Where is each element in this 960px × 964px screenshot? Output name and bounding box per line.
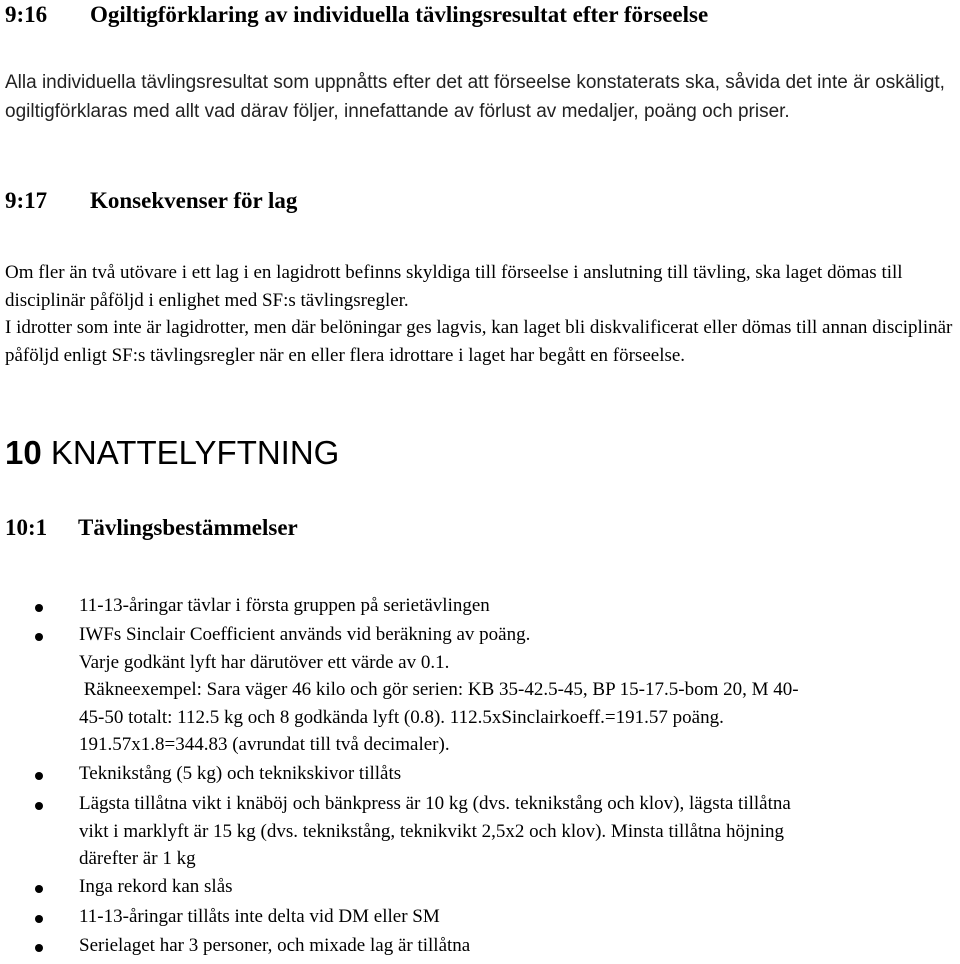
section-body-9-17-paragraph-2: I idrotter som inte är lagidrotter, men där belöningar ges lagvis, kan laget bli diskvalificerat eller dömas till annan disciplinär påföljd enligt SF:s tävlingsregler när en eller flera idrottare i laget har begått en förseelse. — [5, 317, 953, 366]
section-heading-9-17 — [5, 188, 297, 214]
section-title: Tävlingsbestämmelser — [78, 515, 298, 540]
section-heading-10-1 — [5, 515, 298, 541]
section-number: 10:1 — [5, 515, 48, 540]
section-body-9-16: Alla individuella tävlingsresultat som uppnåtts efter det att förseelse konstaterats ska, såvida det inte är oskäligt, ogiltigförklaras med allt vad därav följer, innefattande av förlust av medaljer, poäng och priser. — [5, 72, 945, 122]
bullet-icon — [35, 802, 43, 810]
bullet-icon — [35, 915, 43, 923]
chapter-heading — [5, 434, 339, 472]
bullet-icon — [35, 944, 43, 952]
bullet-icon — [35, 885, 43, 893]
chapter-title: KNATTELYFTNING — [50, 434, 340, 471]
section-title: Ogiltigförklaring av individuella tävlingsresultat efter förseelse — [90, 2, 709, 27]
bullet-icon — [35, 604, 43, 612]
chapter-number: 10 — [5, 434, 42, 471]
section-body-9-17-paragraph-1: Om fler än två utövare i ett lag i en lagidrott befinns skyldiga till förseelse i anslutning till tävling, ska laget dömas till disciplinär påföljd i enlighet med SF:s tävlingsregler. — [5, 262, 903, 311]
section-heading-9-16 — [5, 2, 708, 28]
bullet-icon — [35, 772, 43, 780]
document-page: 9:16 Ogiltigförklaring av individuella tävlingsresultat efter förseelse Alla individuella tävlingsresultat som uppnåtts efter det att förseelse konstaterats ska, såvida det inte är oskäligt, ogiltigförklaras med allt vad därav följer, innefattande av förlust av medaljer, poäng och priser. 9:17 Konsekvenser för lag Om fler än två utövare i ett lag i en lagidrott befinns skyldiga till förseelse i anslutning till tävling, ska laget dömas till disciplinär påföljd i enlighet med SF:s tävlingsregler. I idrotter som inte är lagidrotter, men där belöningar ges lagvis, kan laget bli diskvalificerat eller dömas till annan disciplinär påföljd enligt SF:s tävlingsregler när en eller flera idrottare i laget har begått en förseelse. 10 KNATTELYFTNING 10:1 Tävlingsbestämmelser 11-13-åringar tävlar i första gruppen på serietävlingen IWFs Sinclair Coefficient används vid beräkning av poäng. Varje godkänt lyft har därutöver ett värde av 0.1. Räkneexempel: Sara väger 46 kilo och gör serien: KB 35-42.5-45, BP 15-17.5-bom 20, M 40- 45-50 totalt: 112.5 kg och 8 godkända lyft (0.8). 112.5xSinclairkoeff.=191.57 poäng. 191.57x1.8=344.83 (avrundat till två decimaler). Teknikstång (5 kg) och teknikskivor tillåts Lägsta tillåtna vikt i knäböj och bänkpress är 10 kg (dvs. teknikstång och klov), lägsta tillåtna vikt i marklyft är 15 kg (dvs. teknikstång, teknikvikt 2,5x2 och klov). Minsta tillåtna höjning därefter är 1 kg Inga rekord kan slås 11-13-åringar tillåts inte delta vid DM eller SM Serielaget har 3 personer, och mixade lag är tillåtna — [0, 0, 960, 964]
bullet-icon — [35, 633, 43, 641]
section-number: 9:17 — [5, 188, 48, 213]
section-title: Konsekvenser för lag — [90, 188, 298, 213]
section-number: 9:16 — [5, 2, 48, 27]
